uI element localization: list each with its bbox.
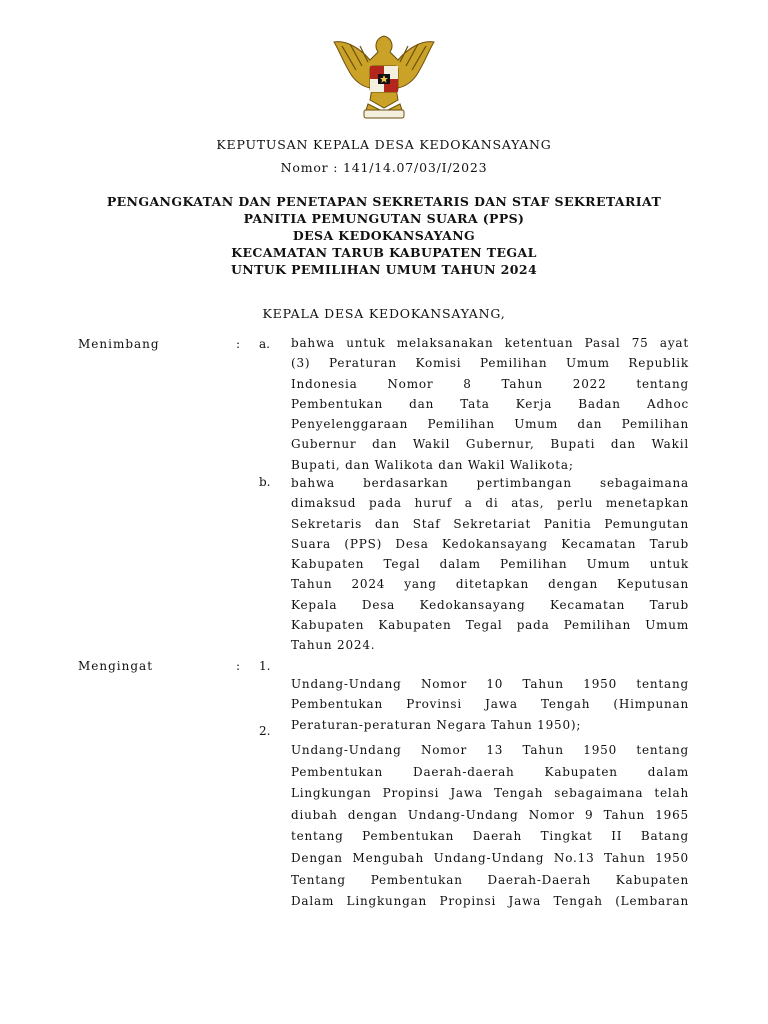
mengingat-item-1 xyxy=(291,674,689,735)
text-line: Dalam Lingkungan Propinsi Jawa Tengah (Lembaran xyxy=(291,894,689,909)
mengingat-label: Mengingat xyxy=(78,659,154,673)
text-line: bahwa untuk melaksanakan ketentuan Pasal 75 ayat xyxy=(291,336,689,350)
text-line: Undang-Undang Nomor 13 Tahun 1950 tentang xyxy=(291,743,689,757)
decree-number: Nomor : 141/14.07/03/I/2023 xyxy=(280,160,488,175)
item-marker: 1. xyxy=(259,659,271,673)
subject-line: PANITIA PEMUNGUTAN SUARA (PPS) xyxy=(243,211,525,226)
menimbang-item-a xyxy=(291,333,689,475)
text-line: Suara (PPS) Desa Kedokansayang Kecamatan Tarub xyxy=(291,536,689,551)
text-line: Kabupaten Tegal dalam Pemilihan Umum untuk xyxy=(291,557,689,572)
text-line: Indonesia Nomor 8 Tahun 2022 tentang xyxy=(291,376,689,391)
subject-line: KECAMATAN TARUB KABUPATEN TEGAL xyxy=(231,245,537,260)
text-line: Bupati, dan Walikota dan Wakil Walikota; xyxy=(291,457,574,472)
subject-line: DESA KEDOKANSAYANG xyxy=(292,228,476,243)
text-line: Tahun 2024 yang ditetapkan dengan Keputusan xyxy=(291,577,689,592)
mengingat-item-2 xyxy=(291,740,689,913)
text-line: dimaksud pada huruf a di atas, perlu menetapkan xyxy=(291,496,689,511)
menimbang-label: Menimbang xyxy=(78,337,160,351)
text-line: Kepala Desa Kedokansayang Kecamatan Tarub xyxy=(291,597,689,612)
text-line: (3) Peraturan Komisi Pemilihan Umum Republik xyxy=(291,356,689,371)
item-marker: b. xyxy=(259,475,271,489)
text-line: Sekretaris dan Staf Sekretariat Panitia Pemungutan xyxy=(291,516,689,531)
text-line: Pembentukan Provinsi Jawa Tengah (Himpunan xyxy=(291,697,689,712)
item-marker: 2. xyxy=(259,724,271,738)
text-line: tentang Pembentukan Daerah Tingkat II Batang xyxy=(291,829,689,844)
text-line: Gubernur dan Wakil Gubernur, Bupati dan Wakil xyxy=(291,437,689,452)
text-line: Tentang Pembentukan Daerah-Daerah Kabupaten xyxy=(291,872,689,887)
text-line: bahwa berdasarkan pertimbangan sebagaimana xyxy=(291,476,689,490)
text-line: Lingkungan Propinsi Jawa Tengah sebagaimana telah xyxy=(291,786,689,801)
text-line: Kabupaten Kabupaten Tegal pada Pemilihan Umum xyxy=(291,618,689,633)
item-marker: a. xyxy=(259,337,270,351)
subject-line: PENGANGKATAN DAN PENETAPAN SEKRETARIS DAN STAF SEKRETARIAT xyxy=(106,194,662,209)
text-line: diubah dengan Undang-Undang Nomor 9 Tahun 1965 xyxy=(291,807,689,822)
subject-line: UNTUK PEMILIHAN UMUM TAHUN 2024 xyxy=(230,262,538,277)
mengingat-colon: : xyxy=(236,659,241,673)
addressee: KEPALA DESA KEDOKANSAYANG, xyxy=(262,306,506,321)
menimbang-colon: : xyxy=(236,337,241,351)
text-line: Peraturan-peraturan Negara Tahun 1950); xyxy=(291,717,582,732)
text-line: Undang-Undang Nomor 10 Tahun 1950 tentang xyxy=(291,677,689,691)
text-line: Pembentukan Daerah-daerah Kabupaten dalam xyxy=(291,764,689,779)
menimbang-item-b xyxy=(291,473,689,656)
garuda-emblem xyxy=(330,30,438,122)
decree-subject xyxy=(0,193,768,278)
decree-title: KEPUTUSAN KEPALA DESA KEDOKANSAYANG xyxy=(216,137,552,152)
text-line: Tahun 2024. xyxy=(291,638,376,653)
text-line: Pembentukan dan Tata Kerja Badan Adhoc xyxy=(291,396,689,411)
text-line: Dengan Mengubah Undang-Undang No.13 Tahun 1950 xyxy=(291,850,689,865)
text-line: Penyelenggaraan Pemilihan Umum dan Pemilihan xyxy=(291,417,689,432)
